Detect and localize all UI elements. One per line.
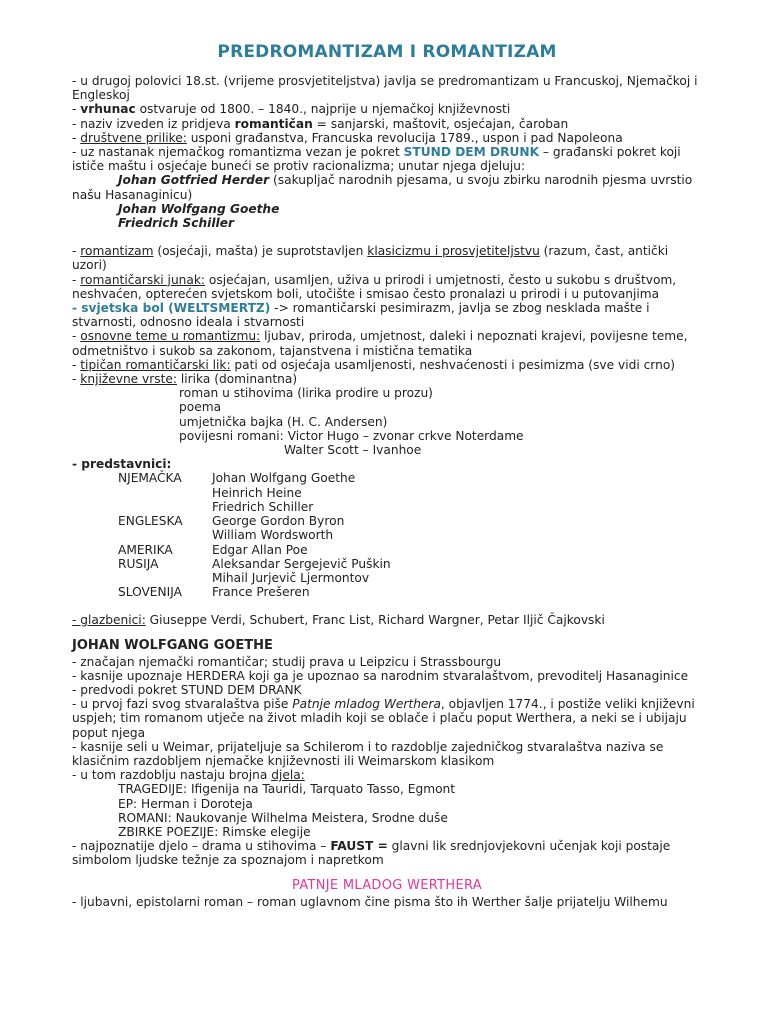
goethe-line-2: - kasnije upoznaje HERDERA koji ga je upoznao sa narodnim stvaralaštvom, prevoditelj Hasanaginice bbox=[72, 668, 689, 683]
djelo-item: EP: Herman i Doroteja bbox=[118, 796, 253, 811]
intro-line-4: - društvene prilike: usponi građanstva, Francuska revolucija 1789., uspon i pad Napoleona bbox=[72, 130, 623, 145]
junak-line: - romantičarski junak: osjećajan, usamljen, uživa u prirodi i umjetnosti, često u sukobu s društvom, neshvaćen, opterećen svjetskom boli, utočište i smisao često pronalazi u prirodi i u putovanjima bbox=[72, 272, 677, 301]
goethe-line-1: - značajan njemački romantičar; studij prava u Leipzicu i Strassbourgu bbox=[72, 654, 502, 669]
document-title: PREDROMANTIZAM I ROMANTIZAM bbox=[217, 42, 557, 62]
predstavnik-row: AMERIKA Edgar Allan Poe bbox=[118, 542, 308, 557]
goethe-line-7: - najpoznatije djelo – drama u stihovima – FAUST = glavni lik srednjovjekovni učenjak koji postaje simbolom ljudske težnje za spoznajom i napretkom bbox=[72, 839, 671, 868]
werther-heading: PATNJE MLADOG WERTHERA bbox=[292, 877, 482, 893]
vrsta-item-scott: Walter Scott – Ivanhoe bbox=[284, 443, 422, 458]
vrste-line: - književne vrste: lirika (dominantna) bbox=[72, 372, 298, 387]
djelo-item: ZBIRKE POEZIJE: Rimske elegije bbox=[118, 824, 311, 839]
predstavnici-list bbox=[72, 471, 702, 599]
goethe-line: Johan Wolfgang Goethe bbox=[118, 201, 280, 216]
goethe-line-3: - predvodi pokret STUND DEM DRANK bbox=[72, 682, 302, 697]
djelo-item: TRAGEDIJE: Ifigenija na Tauridi, Tarquato Tasso, Egmont bbox=[118, 782, 456, 797]
vrsta-item: umjetnička bajka (H. C. Andersen) bbox=[179, 414, 388, 429]
werther-line-1: - ljubavni, epistolarni roman – roman uglavnom čine pisma što ih Werther šalje prijatelju Wilhemu bbox=[72, 894, 668, 909]
document-page bbox=[72, 38, 702, 909]
predstavnik-row: SLOVENIJA France Prešeren bbox=[118, 585, 310, 600]
goethe-line-4: - u prvoj fazi svog stvaralaštva piše Patnje mladog Werthera, objavljen 1774., i postiže veliki književni uspjeh; tim romanom utječe na život mladih koji se oblače i plaču poput Werthera, a neki se i ubijaju poput njega bbox=[72, 697, 695, 740]
djelo-item: ROMANI: Naukovanje Wilhelma Meistera, Srodne duše bbox=[118, 810, 448, 825]
intro-line-1: - u drugoj polovici 18.st. (vrijeme prosvjetiteljstva) javlja se predromantizam u Francuskoj, Njemačkoj i Engleskoj bbox=[72, 74, 698, 103]
lik-line: - tipičan romantičarski lik: pati od osjećaja usamljenosti, neshvaćenosti i pesimizma (sve vidi crno) bbox=[72, 357, 676, 372]
goethe-line-5: - kasnije seli u Weimar, prijateljuje sa Schilerom i to razdoblje zajedničkog stvaralaštva naziva se klasičnim razdobljem njemačke književnosti ili Weimarskom klasikom bbox=[72, 739, 664, 768]
predstavnik-row: Friedrich Schiller bbox=[212, 499, 314, 514]
herder-line: Johan Gotfried Herder (sakupljač narodnih pjesama, u svoju zbirku narodnih pjesma uvrstio našu Hasanaginicu) bbox=[72, 173, 693, 202]
vrsta-item: roman u stihovima (lirika prodire u prozu) bbox=[179, 386, 433, 401]
predstavnik-row: NJEMAČKA Johan Wolfgang Goethe bbox=[118, 471, 356, 486]
intro-line-5: - uz nastanak njemačkog romantizma vezan je pokret STUND DEM DRUNK – građanski pokret koji ističe maštu i osjećaje buneći se protiv racionalizma; unutar njega djeluju: bbox=[72, 145, 681, 174]
goethe-line-6: - u tom razdoblju nastaju brojna djela: bbox=[72, 768, 305, 783]
predstavnici-heading: - predstavnici: bbox=[72, 457, 172, 472]
romantizam-line: - romantizam (osjećaji, mašta) je suprotstavljen klasicizmu i prosvjetiteljstvu (razum, čast, antički uzori) bbox=[72, 244, 669, 273]
predstavnik-row: William Wordsworth bbox=[212, 528, 334, 543]
svjetska-bol-line: - svjetska bol (WELTSMERTZ) -> romantičarski pesimirazm, javlja se zbog nesklada mašte i stvarnosti, odnosno ideala i stvarnosti bbox=[72, 301, 650, 330]
vrsta-item: povijesni romani: Victor Hugo – zvonar crkve Noterdame bbox=[179, 428, 524, 443]
schiller-line: Friedrich Schiller bbox=[118, 216, 234, 231]
predstavnik-row: Mihail Jurjevič Ljermontov bbox=[212, 570, 370, 585]
goethe-heading: JOHAN WOLFGANG GOETHE bbox=[72, 637, 273, 653]
vrsta-item: poema bbox=[179, 400, 222, 415]
predstavnik-row: Heinrich Heine bbox=[212, 485, 302, 500]
teme-line: - osnovne teme u romantizmu: ljubav, priroda, umjetnost, daleki i nepoznati krajevi, povijesne teme, odmetništvo i sukob sa zakonom, tajanstvena i mistična tematika bbox=[72, 329, 688, 358]
predstavnik-row: RUSIJA Aleksandar Sergejevič Puškin bbox=[118, 556, 391, 571]
intro-line-3: - naziv izveden iz pridjeva romantičan = sanjarski, maštovit, osjećajan, čaroban bbox=[72, 116, 569, 131]
glazbenici-line: - glazbenici: Giuseppe Verdi, Schubert, Franc List, Richard Wargner, Petar Iljič Čajkovski bbox=[72, 613, 605, 628]
predstavnik-row: ENGLESKA George Gordon Byron bbox=[118, 514, 345, 529]
intro-line-2: - vrhunac ostvaruje od 1800. – 1840., najprije u njemačkoj književnosti bbox=[72, 102, 511, 117]
